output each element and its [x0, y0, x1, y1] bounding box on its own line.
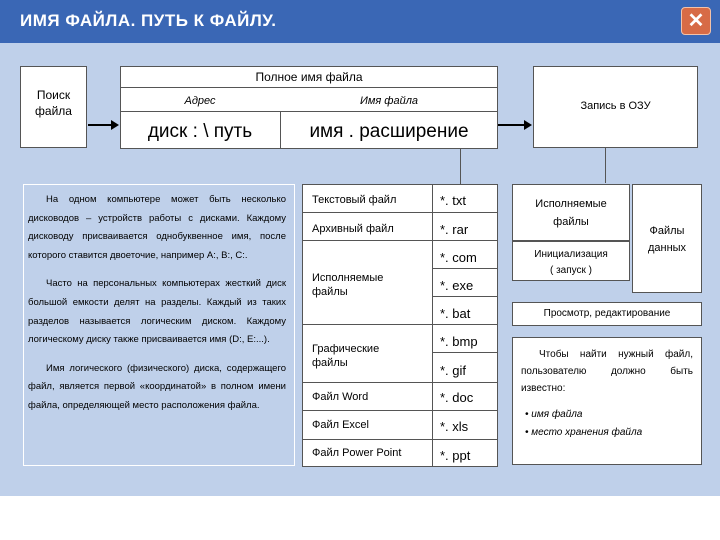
extension-cell: *. doc — [440, 390, 474, 405]
drive-paragraph-1: На одном компьютере может быть несколько дисководов – устройств работы с дисками. Каждому дисководу присваивается однобуквенное имя, после которого ставится двоеточие, например А:, В:, С:. — [28, 194, 286, 261]
drive-paragraph-2: Часто на персональных компьютерах жесткий диск большой емкости делят на разделы. Каждый из таких разделов называется логическим диском. Каждому логическому диску также присваивается имя (D:, E:...). — [28, 278, 286, 346]
table-row-divider — [432, 296, 498, 297]
extension-cell: *. ppt — [440, 448, 471, 463]
file-type-cell: Файл Excel — [312, 419, 369, 431]
extension-cell: *. xls — [440, 419, 469, 434]
find-file-box — [512, 337, 702, 465]
slide-content — [0, 43, 720, 496]
find-bullet-1 — [525, 409, 583, 420]
search-file-label: Поиск файла — [35, 88, 72, 118]
find-bullet-1-text: имя файла — [531, 409, 583, 420]
table-row-divider — [302, 382, 498, 383]
search-file-box — [20, 66, 87, 148]
data-files-box — [632, 184, 702, 293]
table-row-divider — [302, 439, 498, 440]
file-type-cell: Архивный файл — [312, 223, 394, 235]
table-row-divider — [432, 352, 498, 353]
find-bullet-2-text: место хранения файла — [531, 427, 643, 438]
window-title: ИМЯ ФАЙЛА. ПУТЬ К ФАЙЛУ. — [20, 11, 277, 30]
find-bullet-2 — [525, 427, 642, 438]
extension-cell: *. exe — [440, 278, 474, 293]
file-type-cell: Файл Power Point — [312, 447, 402, 459]
title-bar — [0, 0, 720, 43]
extension-cell: *. com — [440, 250, 477, 265]
table-column-divider — [432, 184, 433, 467]
arrow-to-ram — [498, 124, 525, 126]
arrow-search-to-path — [88, 124, 112, 126]
bullet-icon: • — [525, 427, 532, 438]
filename-label: Имя файла — [359, 95, 419, 107]
table-row-divider — [302, 240, 498, 241]
bullet-icon: • — [525, 409, 532, 420]
ram-connector — [605, 148, 606, 183]
ram-label: Запись в ОЗУ — [580, 100, 651, 112]
address-label: Адрес — [184, 95, 216, 107]
file-type-cell: Текстовый файл — [312, 194, 397, 206]
extension-cell: *. txt — [440, 193, 467, 208]
table-row-divider — [302, 324, 498, 325]
executable-files-box — [512, 184, 630, 241]
extension-cell: *. bat — [440, 306, 471, 321]
executable-files-label: Исполняемые файлы — [535, 198, 607, 228]
drive-paragraph-3: Имя логического (физического) диска, содержащего файл, является первой «координатой» в полном имени файла, определяющей место расположения файла. — [28, 362, 286, 411]
file-type-cell: Графические файлы — [312, 343, 380, 369]
extension-cell: *. gif — [440, 363, 467, 378]
data-files-label: Файлы данных — [647, 225, 687, 254]
file-type-cell: Файл Word — [312, 391, 369, 403]
init-label-2: ( запуск ) — [549, 265, 593, 276]
view-edit-label: Просмотр, редактирование — [543, 308, 671, 319]
extension-cell: *. rar — [440, 222, 469, 237]
drive-info-text — [28, 191, 286, 416]
table-row-divider — [302, 410, 498, 411]
labels-divider — [120, 111, 498, 112]
full-name-divider — [120, 87, 498, 88]
ram-box — [533, 66, 698, 148]
name-formula: имя . расширение — [309, 121, 469, 142]
table-row-divider — [302, 212, 498, 213]
extension-cell: *. bmp — [440, 334, 478, 349]
init-box — [512, 241, 630, 281]
path-formula: диск : \ путь — [147, 121, 253, 142]
full-name-header: Полное имя файла — [255, 70, 363, 84]
find-file-intro: Чтобы найти нужный файл, пользователю должно быть известно: — [521, 349, 693, 394]
close-icon[interactable]: ✕ — [681, 7, 711, 35]
init-label-1: Инициализация — [534, 249, 608, 260]
name-connector — [460, 149, 461, 184]
view-edit-box — [512, 302, 702, 326]
table-row-divider — [432, 268, 498, 269]
file-type-cell: Исполняемые файлы — [312, 272, 384, 298]
